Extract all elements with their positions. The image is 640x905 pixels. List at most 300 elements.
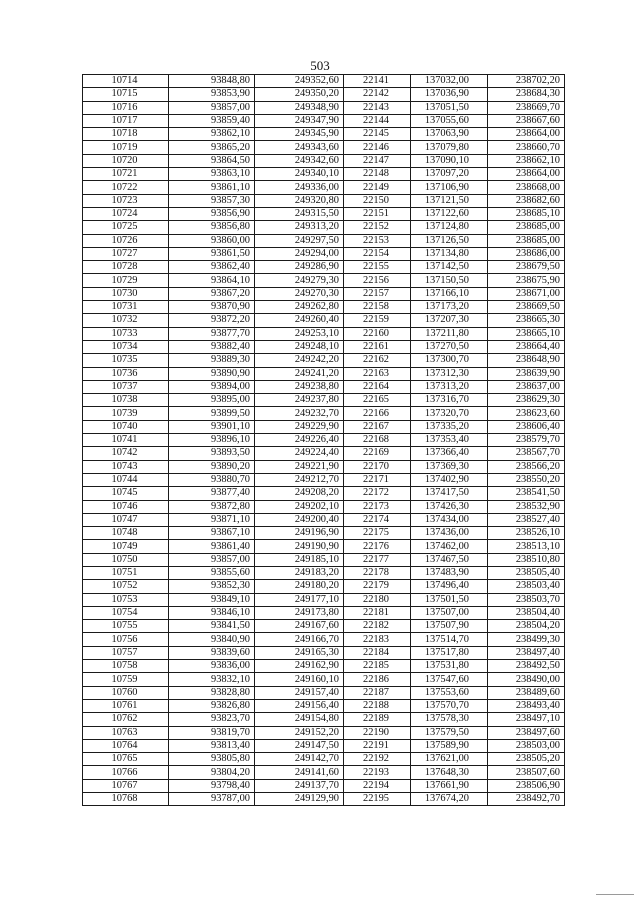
table-row xyxy=(83,128,565,141)
cell-y-coord-b: 238675,90 xyxy=(488,274,565,287)
cell-x-coord-b: 137134,80 xyxy=(411,247,488,260)
cell-y-coord-b: 238493,40 xyxy=(488,699,565,712)
table-row xyxy=(83,340,565,353)
cell-y-coord-a: 249343,60 xyxy=(255,141,344,154)
cell-y-coord-a: 249260,40 xyxy=(255,314,344,327)
cell-x-coord-b: 137320,70 xyxy=(411,407,488,420)
cell-x-coord-b: 137483,90 xyxy=(411,566,488,579)
cell-y-coord-a: 249141,60 xyxy=(255,766,344,779)
cell-point-id-a: 10720 xyxy=(83,154,169,167)
cell-point-id-a: 10759 xyxy=(83,673,169,686)
cell-x-coord-b: 137032,00 xyxy=(411,75,488,88)
cell-y-coord-a: 249147,50 xyxy=(255,739,344,752)
coordinates-table xyxy=(82,74,565,806)
cell-point-id-a: 10714 xyxy=(83,75,169,88)
cell-point-id-b: 22143 xyxy=(344,101,411,114)
cell-y-coord-a: 249241,20 xyxy=(255,367,344,380)
cell-x-coord-a: 93893,50 xyxy=(169,447,255,460)
cell-x-coord-a: 93890,20 xyxy=(169,460,255,473)
cell-y-coord-b: 238685,00 xyxy=(488,234,565,247)
cell-y-coord-b: 238682,60 xyxy=(488,194,565,207)
cell-y-coord-b: 238671,00 xyxy=(488,287,565,300)
cell-x-coord-a: 93813,40 xyxy=(169,739,255,752)
cell-y-coord-a: 249270,30 xyxy=(255,287,344,300)
cell-x-coord-b: 137036,90 xyxy=(411,88,488,101)
cell-point-id-b: 22149 xyxy=(344,181,411,194)
cell-point-id-b: 22183 xyxy=(344,633,411,646)
cell-point-id-a: 10734 xyxy=(83,340,169,353)
cell-x-coord-b: 137507,90 xyxy=(411,620,488,633)
table-row xyxy=(83,75,565,88)
cell-y-coord-a: 249165,30 xyxy=(255,646,344,659)
table-row xyxy=(83,713,565,726)
cell-y-coord-b: 238686,00 xyxy=(488,247,565,260)
cell-x-coord-a: 93882,40 xyxy=(169,340,255,353)
cell-y-coord-a: 249340,10 xyxy=(255,168,344,181)
cell-point-id-b: 22148 xyxy=(344,168,411,181)
table-row xyxy=(83,234,565,247)
cell-y-coord-a: 249137,70 xyxy=(255,779,344,792)
cell-x-coord-a: 93853,90 xyxy=(169,88,255,101)
cell-y-coord-a: 249166,70 xyxy=(255,633,344,646)
cell-point-id-b: 22192 xyxy=(344,753,411,766)
cell-y-coord-a: 249221,90 xyxy=(255,460,344,473)
cell-y-coord-b: 238492,50 xyxy=(488,660,565,673)
table-row xyxy=(83,327,565,340)
cell-y-coord-a: 249190,90 xyxy=(255,540,344,553)
cell-point-id-b: 22154 xyxy=(344,247,411,260)
table-row xyxy=(83,434,565,447)
cell-x-coord-a: 93861,40 xyxy=(169,540,255,553)
cell-x-coord-b: 137121,50 xyxy=(411,194,488,207)
cell-y-coord-b: 238669,70 xyxy=(488,101,565,114)
table-row xyxy=(83,447,565,460)
cell-x-coord-a: 93787,00 xyxy=(169,793,255,806)
cell-y-coord-a: 249262,80 xyxy=(255,301,344,314)
cell-x-coord-b: 137335,20 xyxy=(411,420,488,433)
cell-y-coord-a: 249196,90 xyxy=(255,527,344,540)
cell-y-coord-a: 249242,20 xyxy=(255,354,344,367)
cell-x-coord-a: 93832,10 xyxy=(169,673,255,686)
table-row xyxy=(83,194,565,207)
table-row xyxy=(83,380,565,393)
cell-y-coord-b: 238504,20 xyxy=(488,620,565,633)
table-row xyxy=(83,527,565,540)
cell-point-id-a: 10722 xyxy=(83,181,169,194)
cell-x-coord-b: 137366,40 xyxy=(411,447,488,460)
cell-point-id-b: 22177 xyxy=(344,553,411,566)
cell-x-coord-b: 137674,20 xyxy=(411,793,488,806)
cell-point-id-a: 10740 xyxy=(83,420,169,433)
cell-x-coord-b: 137166,10 xyxy=(411,287,488,300)
cell-x-coord-a: 93880,70 xyxy=(169,473,255,486)
table-row xyxy=(83,154,565,167)
cell-point-id-b: 22179 xyxy=(344,580,411,593)
table-row xyxy=(83,766,565,779)
cell-point-id-b: 22195 xyxy=(344,793,411,806)
cell-y-coord-b: 238639,90 xyxy=(488,367,565,380)
cell-y-coord-b: 238684,30 xyxy=(488,88,565,101)
cell-x-coord-b: 137553,60 xyxy=(411,686,488,699)
coordinates-table-body xyxy=(83,75,565,806)
cell-point-id-a: 10767 xyxy=(83,779,169,792)
table-row xyxy=(83,620,565,633)
cell-point-id-b: 22190 xyxy=(344,726,411,739)
cell-y-coord-b: 238497,60 xyxy=(488,726,565,739)
cell-x-coord-b: 137207,30 xyxy=(411,314,488,327)
cell-x-coord-b: 137126,50 xyxy=(411,234,488,247)
cell-y-coord-b: 238506,90 xyxy=(488,779,565,792)
cell-x-coord-b: 137507,00 xyxy=(411,606,488,619)
cell-y-coord-a: 249200,40 xyxy=(255,513,344,526)
cell-x-coord-b: 137063,90 xyxy=(411,128,488,141)
table-row xyxy=(83,301,565,314)
cell-point-id-a: 10716 xyxy=(83,101,169,114)
cell-point-id-b: 22170 xyxy=(344,460,411,473)
table-row xyxy=(83,287,565,300)
cell-y-coord-a: 249248,10 xyxy=(255,340,344,353)
cell-x-coord-b: 137097,20 xyxy=(411,168,488,181)
cell-point-id-b: 22153 xyxy=(344,234,411,247)
cell-x-coord-a: 93894,00 xyxy=(169,380,255,393)
page-number: 503 xyxy=(310,58,330,73)
cell-y-coord-a: 249185,10 xyxy=(255,553,344,566)
cell-y-coord-b: 238637,00 xyxy=(488,380,565,393)
cell-point-id-b: 22155 xyxy=(344,261,411,274)
cell-point-id-a: 10715 xyxy=(83,88,169,101)
cell-x-coord-b: 137055,60 xyxy=(411,114,488,127)
cell-y-coord-b: 238489,60 xyxy=(488,686,565,699)
cell-point-id-b: 22185 xyxy=(344,660,411,673)
cell-x-coord-b: 137434,00 xyxy=(411,513,488,526)
cell-y-coord-b: 238499,30 xyxy=(488,633,565,646)
cell-y-coord-b: 238504,40 xyxy=(488,606,565,619)
cell-x-coord-b: 137426,30 xyxy=(411,500,488,513)
cell-x-coord-a: 93846,10 xyxy=(169,606,255,619)
cell-x-coord-a: 93877,70 xyxy=(169,327,255,340)
cell-x-coord-b: 137313,20 xyxy=(411,380,488,393)
cell-x-coord-a: 93805,80 xyxy=(169,753,255,766)
table-row xyxy=(83,420,565,433)
table-row xyxy=(83,606,565,619)
cell-point-id-b: 22172 xyxy=(344,487,411,500)
cell-y-coord-b: 238566,20 xyxy=(488,460,565,473)
table-row xyxy=(83,354,565,367)
cell-point-id-b: 22160 xyxy=(344,327,411,340)
table-row xyxy=(83,473,565,486)
cell-point-id-a: 10738 xyxy=(83,394,169,407)
cell-x-coord-a: 93826,80 xyxy=(169,699,255,712)
cell-y-coord-b: 238664,00 xyxy=(488,168,565,181)
cell-x-coord-a: 93848,80 xyxy=(169,75,255,88)
cell-y-coord-a: 249160,10 xyxy=(255,673,344,686)
cell-x-coord-a: 93856,90 xyxy=(169,207,255,220)
cell-point-id-b: 22175 xyxy=(344,527,411,540)
cell-point-id-a: 10729 xyxy=(83,274,169,287)
table-row xyxy=(83,673,565,686)
cell-x-coord-a: 93836,00 xyxy=(169,660,255,673)
cell-x-coord-a: 93839,60 xyxy=(169,646,255,659)
cell-y-coord-a: 249342,60 xyxy=(255,154,344,167)
cell-y-coord-a: 249345,90 xyxy=(255,128,344,141)
cell-x-coord-b: 137150,50 xyxy=(411,274,488,287)
cell-point-id-b: 22163 xyxy=(344,367,411,380)
cell-x-coord-a: 93859,40 xyxy=(169,114,255,127)
cell-point-id-a: 10768 xyxy=(83,793,169,806)
cell-point-id-a: 10725 xyxy=(83,221,169,234)
cell-y-coord-a: 249237,80 xyxy=(255,394,344,407)
cell-y-coord-b: 238664,40 xyxy=(488,340,565,353)
cell-point-id-b: 22168 xyxy=(344,434,411,447)
table-row xyxy=(83,88,565,101)
table-row xyxy=(83,181,565,194)
cell-point-id-b: 22169 xyxy=(344,447,411,460)
cell-x-coord-b: 137270,50 xyxy=(411,340,488,353)
cell-y-coord-a: 249229,90 xyxy=(255,420,344,433)
cell-x-coord-a: 93804,20 xyxy=(169,766,255,779)
cell-y-coord-b: 238667,60 xyxy=(488,114,565,127)
cell-y-coord-a: 249156,40 xyxy=(255,699,344,712)
table-row xyxy=(83,367,565,380)
table-row xyxy=(83,686,565,699)
cell-point-id-a: 10745 xyxy=(83,487,169,500)
table-row xyxy=(83,141,565,154)
cell-point-id-b: 22150 xyxy=(344,194,411,207)
cell-y-coord-b: 238503,00 xyxy=(488,739,565,752)
cell-x-coord-b: 137316,70 xyxy=(411,394,488,407)
cell-y-coord-a: 249294,00 xyxy=(255,247,344,260)
cell-point-id-a: 10739 xyxy=(83,407,169,420)
cell-point-id-b: 22158 xyxy=(344,301,411,314)
cell-y-coord-b: 238629,30 xyxy=(488,394,565,407)
cell-point-id-b: 22159 xyxy=(344,314,411,327)
cell-point-id-a: 10735 xyxy=(83,354,169,367)
cell-x-coord-a: 93896,10 xyxy=(169,434,255,447)
cell-y-coord-a: 249279,30 xyxy=(255,274,344,287)
cell-point-id-a: 10732 xyxy=(83,314,169,327)
table-row xyxy=(83,500,565,513)
cell-x-coord-a: 93870,90 xyxy=(169,301,255,314)
cell-x-coord-b: 137578,30 xyxy=(411,713,488,726)
cell-point-id-b: 22178 xyxy=(344,566,411,579)
cell-y-coord-a: 249297,50 xyxy=(255,234,344,247)
cell-point-id-a: 10723 xyxy=(83,194,169,207)
cell-point-id-b: 22187 xyxy=(344,686,411,699)
cell-point-id-a: 10755 xyxy=(83,620,169,633)
cell-point-id-a: 10752 xyxy=(83,580,169,593)
cell-x-coord-a: 93895,00 xyxy=(169,394,255,407)
table-row xyxy=(83,593,565,606)
cell-point-id-b: 22194 xyxy=(344,779,411,792)
cell-point-id-a: 10754 xyxy=(83,606,169,619)
cell-point-id-b: 22193 xyxy=(344,766,411,779)
cell-y-coord-b: 238679,50 xyxy=(488,261,565,274)
cell-point-id-b: 22157 xyxy=(344,287,411,300)
cell-point-id-a: 10761 xyxy=(83,699,169,712)
cell-point-id-a: 10757 xyxy=(83,646,169,659)
cell-point-id-b: 22162 xyxy=(344,354,411,367)
cell-x-coord-b: 137570,70 xyxy=(411,699,488,712)
cell-x-coord-a: 93872,80 xyxy=(169,500,255,513)
cell-x-coord-a: 93864,10 xyxy=(169,274,255,287)
footer-mark xyxy=(596,894,634,895)
cell-point-id-a: 10724 xyxy=(83,207,169,220)
cell-point-id-b: 22186 xyxy=(344,673,411,686)
cell-y-coord-b: 238567,70 xyxy=(488,447,565,460)
cell-x-coord-a: 93857,00 xyxy=(169,553,255,566)
cell-point-id-a: 10727 xyxy=(83,247,169,260)
cell-x-coord-b: 137106,90 xyxy=(411,181,488,194)
cell-y-coord-b: 238623,60 xyxy=(488,407,565,420)
cell-point-id-b: 22147 xyxy=(344,154,411,167)
cell-y-coord-a: 249129,90 xyxy=(255,793,344,806)
table-row xyxy=(83,726,565,739)
cell-x-coord-b: 137661,90 xyxy=(411,779,488,792)
cell-y-coord-b: 238505,40 xyxy=(488,566,565,579)
cell-y-coord-a: 249212,70 xyxy=(255,473,344,486)
cell-point-id-a: 10746 xyxy=(83,500,169,513)
cell-point-id-a: 10718 xyxy=(83,128,169,141)
cell-x-coord-b: 137496,40 xyxy=(411,580,488,593)
cell-y-coord-a: 249320,80 xyxy=(255,194,344,207)
cell-y-coord-a: 249152,20 xyxy=(255,726,344,739)
cell-point-id-a: 10763 xyxy=(83,726,169,739)
cell-point-id-b: 22141 xyxy=(344,75,411,88)
cell-y-coord-b: 238685,00 xyxy=(488,221,565,234)
cell-x-coord-a: 93841,50 xyxy=(169,620,255,633)
cell-y-coord-a: 249183,20 xyxy=(255,566,344,579)
cell-point-id-b: 22144 xyxy=(344,114,411,127)
cell-x-coord-a: 93877,40 xyxy=(169,487,255,500)
cell-point-id-a: 10747 xyxy=(83,513,169,526)
cell-x-coord-a: 93819,70 xyxy=(169,726,255,739)
cell-x-coord-a: 93852,30 xyxy=(169,580,255,593)
cell-y-coord-a: 249238,80 xyxy=(255,380,344,393)
cell-x-coord-a: 93855,60 xyxy=(169,566,255,579)
cell-x-coord-b: 137353,40 xyxy=(411,434,488,447)
cell-point-id-a: 10762 xyxy=(83,713,169,726)
cell-point-id-b: 22165 xyxy=(344,394,411,407)
cell-x-coord-b: 137467,50 xyxy=(411,553,488,566)
cell-point-id-b: 22164 xyxy=(344,380,411,393)
cell-point-id-b: 22189 xyxy=(344,713,411,726)
table-row xyxy=(83,779,565,792)
cell-y-coord-b: 238648,90 xyxy=(488,354,565,367)
cell-y-coord-a: 249352,60 xyxy=(255,75,344,88)
table-row xyxy=(83,739,565,752)
cell-y-coord-a: 249180,20 xyxy=(255,580,344,593)
cell-point-id-a: 10728 xyxy=(83,261,169,274)
cell-point-id-a: 10766 xyxy=(83,766,169,779)
cell-y-coord-b: 238503,70 xyxy=(488,593,565,606)
cell-x-coord-a: 93823,70 xyxy=(169,713,255,726)
cell-y-coord-b: 238579,70 xyxy=(488,434,565,447)
cell-x-coord-b: 137648,30 xyxy=(411,766,488,779)
cell-y-coord-b: 238490,00 xyxy=(488,673,565,686)
cell-point-id-a: 10765 xyxy=(83,753,169,766)
table-row xyxy=(83,168,565,181)
cell-x-coord-b: 137369,30 xyxy=(411,460,488,473)
table-row xyxy=(83,394,565,407)
cell-x-coord-b: 137173,20 xyxy=(411,301,488,314)
cell-y-coord-b: 238662,10 xyxy=(488,154,565,167)
cell-point-id-b: 22156 xyxy=(344,274,411,287)
cell-point-id-a: 10736 xyxy=(83,367,169,380)
cell-y-coord-b: 238510,80 xyxy=(488,553,565,566)
cell-y-coord-a: 249313,20 xyxy=(255,221,344,234)
cell-point-id-a: 10731 xyxy=(83,301,169,314)
table-row xyxy=(83,553,565,566)
table-row xyxy=(83,487,565,500)
cell-point-id-b: 22145 xyxy=(344,128,411,141)
table-row xyxy=(83,753,565,766)
table-row xyxy=(83,660,565,673)
cell-x-coord-a: 93849,10 xyxy=(169,593,255,606)
cell-point-id-a: 10730 xyxy=(83,287,169,300)
cell-y-coord-a: 249208,20 xyxy=(255,487,344,500)
cell-y-coord-a: 249315,50 xyxy=(255,207,344,220)
cell-x-coord-b: 137531,80 xyxy=(411,660,488,673)
cell-y-coord-b: 238550,20 xyxy=(488,473,565,486)
cell-y-coord-a: 249202,10 xyxy=(255,500,344,513)
cell-point-id-b: 22180 xyxy=(344,593,411,606)
cell-x-coord-b: 137051,50 xyxy=(411,101,488,114)
cell-x-coord-b: 137514,70 xyxy=(411,633,488,646)
cell-y-coord-b: 238660,70 xyxy=(488,141,565,154)
cell-x-coord-a: 93861,10 xyxy=(169,181,255,194)
cell-x-coord-a: 93857,30 xyxy=(169,194,255,207)
cell-y-coord-b: 238541,50 xyxy=(488,487,565,500)
cell-y-coord-b: 238527,40 xyxy=(488,513,565,526)
cell-point-id-b: 22174 xyxy=(344,513,411,526)
cell-point-id-b: 22182 xyxy=(344,620,411,633)
cell-y-coord-a: 249253,10 xyxy=(255,327,344,340)
cell-point-id-a: 10726 xyxy=(83,234,169,247)
cell-y-coord-b: 238526,10 xyxy=(488,527,565,540)
cell-point-id-b: 22173 xyxy=(344,500,411,513)
table-row xyxy=(83,699,565,712)
cell-point-id-a: 10764 xyxy=(83,739,169,752)
cell-x-coord-b: 137517,80 xyxy=(411,646,488,659)
cell-point-id-a: 10737 xyxy=(83,380,169,393)
cell-y-coord-a: 249350,20 xyxy=(255,88,344,101)
cell-point-id-a: 10743 xyxy=(83,460,169,473)
cell-y-coord-b: 238492,70 xyxy=(488,793,565,806)
cell-point-id-b: 22142 xyxy=(344,88,411,101)
cell-x-coord-b: 137589,90 xyxy=(411,739,488,752)
table-row xyxy=(83,221,565,234)
cell-y-coord-a: 249226,40 xyxy=(255,434,344,447)
cell-x-coord-a: 93840,90 xyxy=(169,633,255,646)
cell-point-id-b: 22152 xyxy=(344,221,411,234)
cell-y-coord-b: 238685,10 xyxy=(488,207,565,220)
table-row xyxy=(83,460,565,473)
table-row xyxy=(83,261,565,274)
cell-x-coord-a: 93798,40 xyxy=(169,779,255,792)
table-row xyxy=(83,274,565,287)
cell-x-coord-a: 93867,20 xyxy=(169,287,255,300)
cell-x-coord-b: 137079,80 xyxy=(411,141,488,154)
table-row xyxy=(83,540,565,553)
cell-y-coord-a: 249167,60 xyxy=(255,620,344,633)
table-row xyxy=(83,314,565,327)
cell-x-coord-a: 93890,90 xyxy=(169,367,255,380)
cell-y-coord-a: 249162,90 xyxy=(255,660,344,673)
cell-x-coord-b: 137300,70 xyxy=(411,354,488,367)
cell-y-coord-a: 249154,80 xyxy=(255,713,344,726)
cell-y-coord-b: 238503,40 xyxy=(488,580,565,593)
cell-x-coord-b: 137142,50 xyxy=(411,261,488,274)
